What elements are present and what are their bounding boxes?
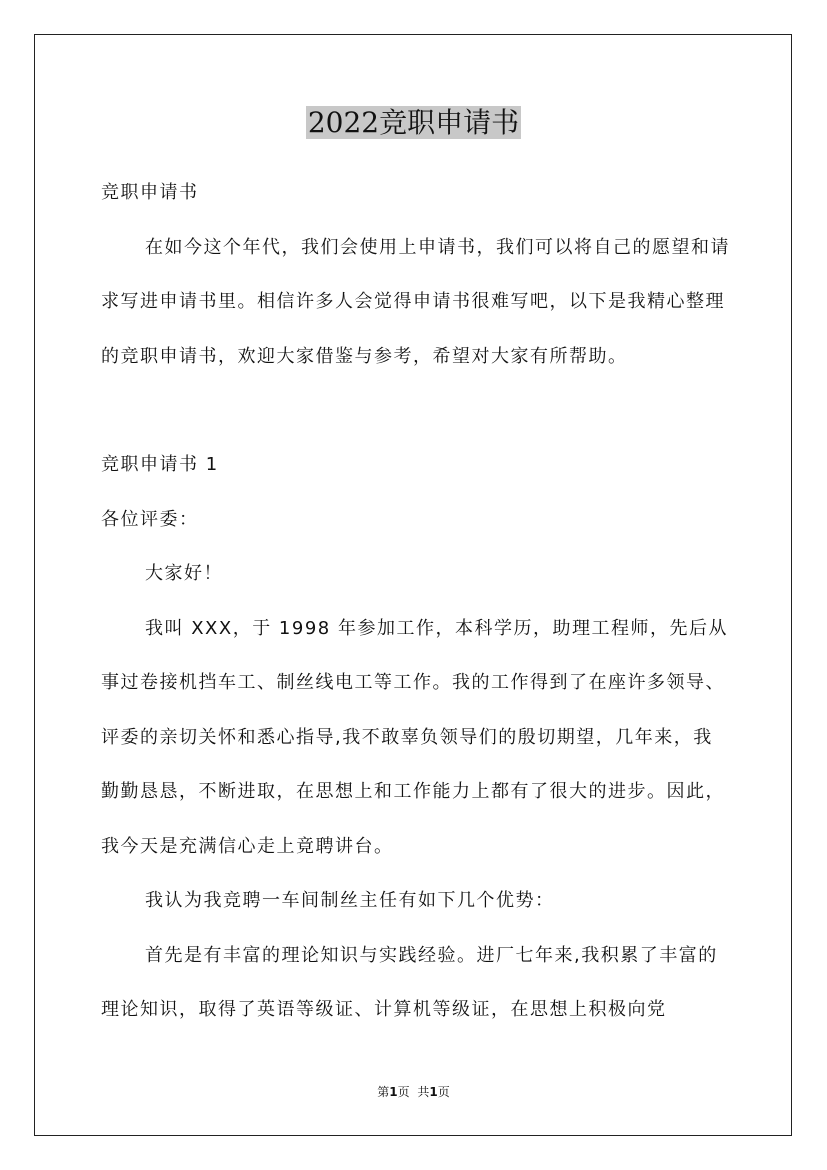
intro-paragraph: 在如今这个年代，我们会使用上申请书，我们可以将自己的愿望和请求写进申请书里。相信许多人会觉得申请书很难写吧，以下是我精心整理的竞职申请书，欢迎大家借鉴与参考，希望对大家有所帮助。: [101, 236, 730, 367]
document-title: [0, 103, 827, 143]
body-paragraph-3: 首先是有丰富的理论知识与实践经验。进厂七年来,我积累了丰富的理论知识，取得了英语等级证、计算机等级证，在思想上积极向党: [101, 944, 718, 1020]
section-heading: 竞职申请书 1: [101, 454, 219, 475]
body-paragraph-1: 我叫 XXX，于 1998 年参加工作，本科学历，助理工程师，先后从事过卷接机挡车工、制丝线电工等工作。我的工作得到了在座许多领导、评委的亲切关怀和悉心指导,我不敢辜负领导们的殷切期望，几年来，我勤勤恳恳，不断进取，在思想上和工作能力上都有了很大的进步。因此，我今天是充满信心走上竟聘讲台。: [101, 617, 728, 857]
document-title-text: 2022竞职申请书: [307, 106, 520, 139]
paragraph-gap: [101, 384, 731, 438]
footer-total-unit: 页: [437, 1085, 450, 1099]
footer-current-page: 1: [389, 1085, 398, 1099]
footer-page-unit: 页: [397, 1085, 410, 1099]
greeting: 大家好！: [145, 563, 223, 584]
document-body: [101, 166, 731, 1038]
footer-total-prefix: 共: [417, 1085, 430, 1099]
salutation: 各位评委：: [101, 508, 199, 530]
footer-total-pages: 1: [429, 1085, 438, 1099]
page-footer: [0, 1083, 827, 1101]
footer-prefix: 第: [377, 1085, 390, 1099]
document-heading: 竞职申请书: [101, 182, 199, 203]
body-paragraph-2: 我认为我竞聘一车间制丝主任有如下几个优势：: [145, 890, 555, 911]
